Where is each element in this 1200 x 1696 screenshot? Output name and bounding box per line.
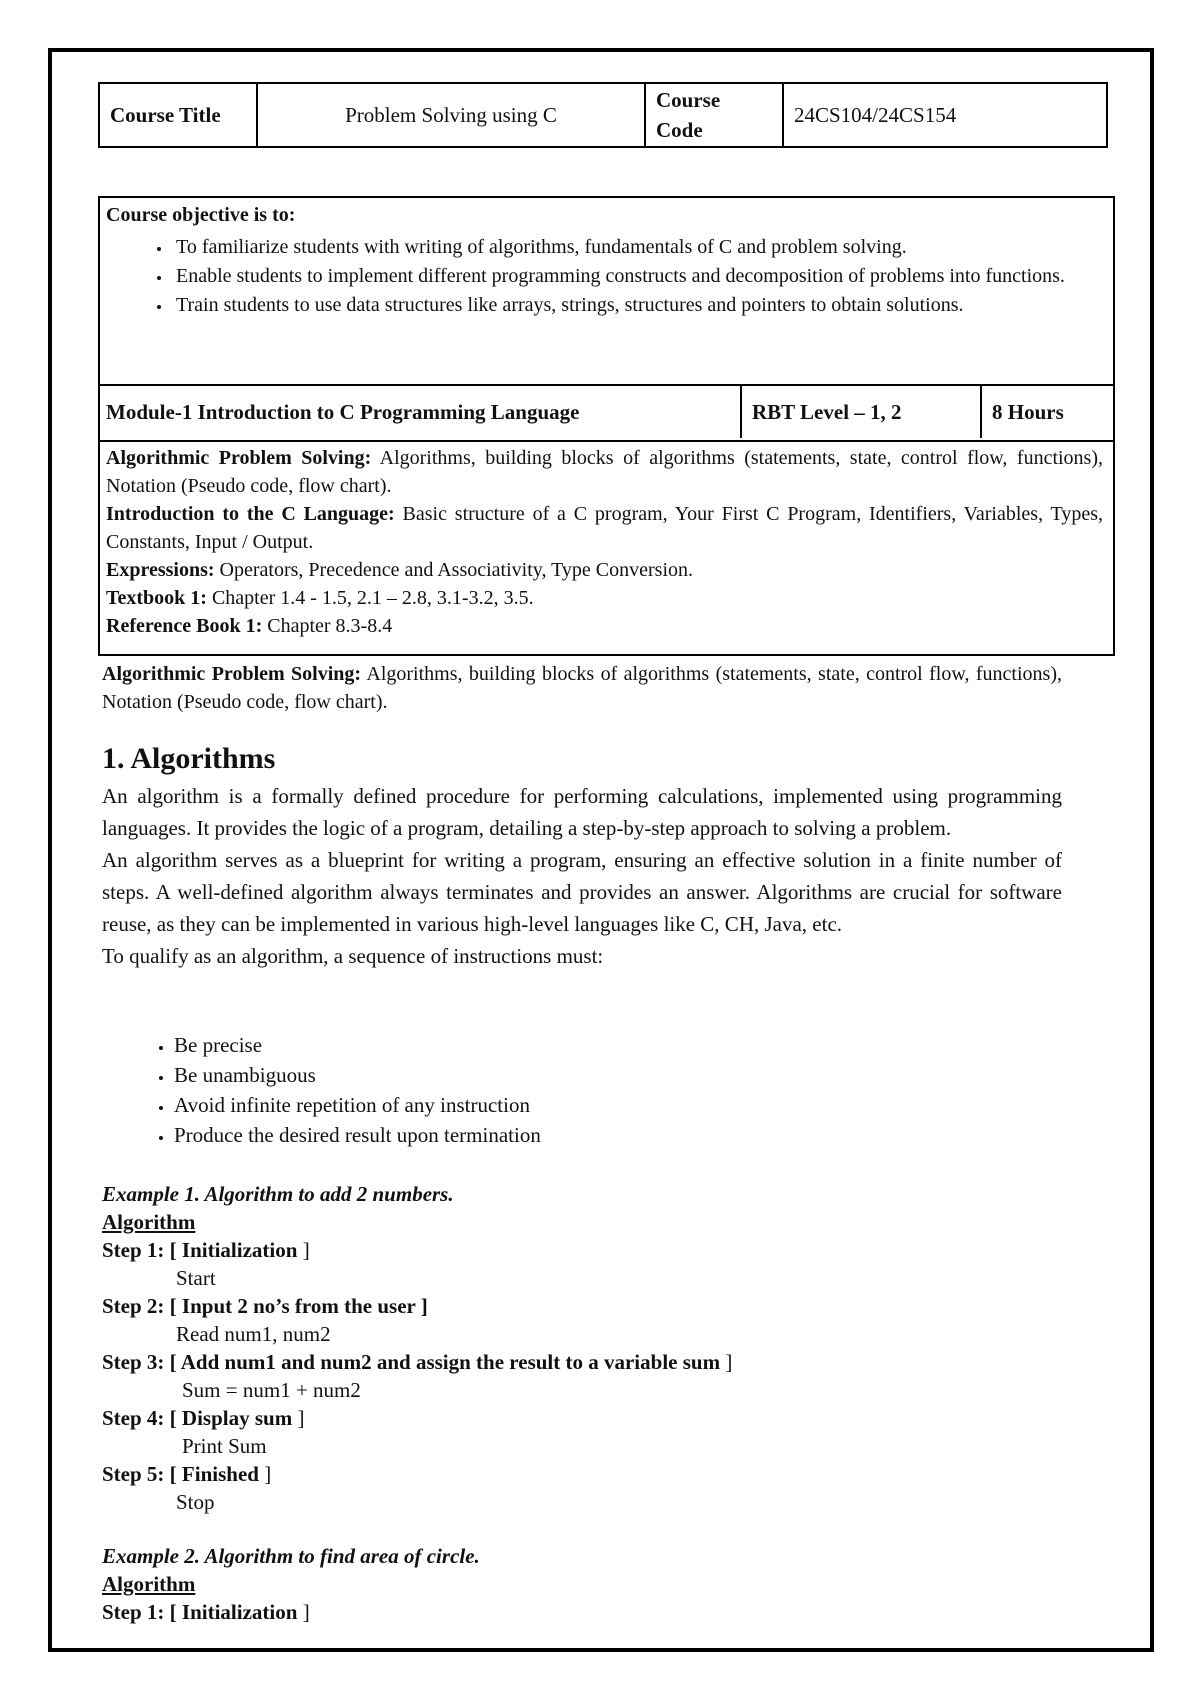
syllabus-expr-text: Operators, Precedence and Associativity, Type Conversion. xyxy=(214,559,694,581)
algorithm-label: Algorithm xyxy=(102,1210,196,1234)
syllabus-aps-text: Algorithms, building blocks of algorithms (statements, state, control flow, functions), Notation (Pseudo code, flow chart). xyxy=(106,447,1103,497)
paragraph: An algorithm is a formally defined procedure for performing calculations, implemented using programming languages. It provides the logic of a program, detailing a step-by-step approach to solving a problem. xyxy=(102,784,1062,840)
example-1 xyxy=(102,1180,732,1516)
syllabus-intro xyxy=(106,500,1103,556)
step-body: Print Sum xyxy=(182,1434,267,1458)
course-code-label-line2: Code xyxy=(656,118,703,142)
section-heading: 1. Algorithms xyxy=(102,742,276,775)
step-tail: ] xyxy=(302,1600,310,1624)
step-head: [ Input 2 no’s from the user ] xyxy=(164,1294,428,1318)
step-heading xyxy=(102,1598,480,1626)
step-heading xyxy=(102,1292,732,1320)
objective-item: • To familiarize students with writing of algorithms, fundamentals of C and problem solving. xyxy=(172,233,1103,262)
syllabus-textbook-label: Textbook 1: xyxy=(106,587,207,609)
list-item: • Avoid infinite repetition of any instruction xyxy=(174,1090,541,1120)
course-code-label xyxy=(645,83,783,147)
module-divider xyxy=(740,386,742,438)
objective-item: • Train students to use data structures like arrays, strings, structures and pointers to obtain solutions. xyxy=(172,291,1103,320)
intro-text: Algorithms, building blocks of algorithms (statements, state, control flow, functions), Notation (Pseudo code, flow chart). xyxy=(102,663,1062,713)
step-tail: ] xyxy=(725,1350,733,1374)
step-head: [ Initialization xyxy=(164,1238,303,1262)
syllabus-expr-label: Expressions: xyxy=(106,559,215,581)
syllabus-aps xyxy=(106,444,1103,500)
step-label: Step 4: xyxy=(102,1406,165,1430)
paragraph: An algorithm serves as a blueprint for writing a program, ensuring an effective solution in a finite number of steps. A well-defined algorithm always terminates and provides an answer. Algorithms are crucial for software reuse, as they can be implemented in various high-level languages like C, CH, Java, etc. xyxy=(102,848,1062,936)
syllabus-ref-text: Chapter 8.3-8.4 xyxy=(262,615,393,637)
step-head: [ Add num1 and num2 and assign the result to a variable sum xyxy=(164,1350,726,1374)
step-body: Read num1, num2 xyxy=(176,1322,331,1346)
step-heading xyxy=(102,1348,732,1376)
course-title-value: Problem Solving using C xyxy=(257,83,645,147)
module-row xyxy=(100,384,1113,442)
step-label: Step 1: xyxy=(102,1600,165,1624)
example-title: Example 1. Algorithm to add 2 numbers. xyxy=(102,1182,454,1206)
step-tail: ] xyxy=(264,1462,272,1486)
example-title: Example 2. Algorithm to find area of circle. xyxy=(102,1544,480,1568)
step-tail: ] xyxy=(302,1238,310,1262)
algorithm-label: Algorithm xyxy=(102,1572,196,1596)
step-head: [ Display sum xyxy=(164,1406,298,1430)
objectives-list xyxy=(100,233,1103,320)
syllabus-aps-label: Algorithmic Problem Solving: xyxy=(106,447,372,469)
module-hours: 8 Hours xyxy=(992,400,1064,424)
course-title-label: Course Title xyxy=(99,83,257,147)
syllabus-textbook xyxy=(106,584,1103,612)
step-label: Step 2: xyxy=(102,1294,165,1318)
step-tail: ] xyxy=(297,1406,305,1430)
syllabus-expressions xyxy=(106,556,1103,584)
step-head: [ Finished xyxy=(164,1462,265,1486)
syllabus-intro-text: Basic structure of a C program, Your First C Program, Identifiers, Variables, Types, Constants, Input / Output. xyxy=(106,503,1104,553)
step-heading xyxy=(102,1404,732,1432)
step-label: Step 5: xyxy=(102,1462,165,1486)
step-label: Step 1: xyxy=(102,1238,165,1262)
syllabus-textbook-text: Chapter 1.4 - 1.5, 2.1 – 2.8, 3.1-3.2, 3.5. xyxy=(206,587,534,609)
list-item: • Be unambiguous xyxy=(174,1060,541,1090)
objective-item: • Enable students to implement different programming constructs and decomposition of problems into functions. xyxy=(172,262,1103,291)
step-body: Start xyxy=(176,1266,216,1290)
step-heading xyxy=(102,1460,732,1488)
list-item: • Be precise xyxy=(174,1030,541,1060)
step-head: [ Initialization xyxy=(164,1600,303,1624)
intro-paragraph xyxy=(102,660,1062,716)
rbt-level: RBT Level – 1, 2 xyxy=(752,400,902,424)
objectives-heading: Course objective is to: xyxy=(106,204,296,226)
course-code-label-line1: Course xyxy=(656,88,721,112)
course-code-value: 24CS104/24CS154 xyxy=(783,83,1107,147)
step-body: Sum = num1 + num2 xyxy=(182,1378,361,1402)
step-body: Stop xyxy=(176,1490,215,1514)
step-heading xyxy=(102,1236,732,1264)
syllabus-intro-label: Introduction to the C Language: xyxy=(106,503,395,525)
algorithm-criteria-list xyxy=(102,1030,541,1150)
module-syllabus xyxy=(106,444,1103,640)
syllabus-reference xyxy=(106,612,1103,640)
paragraph: To qualify as an algorithm, a sequence of instructions must: xyxy=(102,944,604,968)
syllabus-ref-label: Reference Book 1: xyxy=(106,615,263,637)
module-title: Module-1 Introduction to C Programming Language xyxy=(106,400,580,424)
section-body xyxy=(102,780,1062,972)
example-2 xyxy=(102,1542,480,1626)
list-item: • Produce the desired result upon termination xyxy=(174,1120,541,1150)
step-label: Step 3: xyxy=(102,1350,165,1374)
intro-label: Algorithmic Problem Solving: xyxy=(102,663,362,685)
course-title-table xyxy=(98,82,1108,148)
module-divider xyxy=(980,386,982,438)
course-objectives-box xyxy=(98,196,1115,656)
